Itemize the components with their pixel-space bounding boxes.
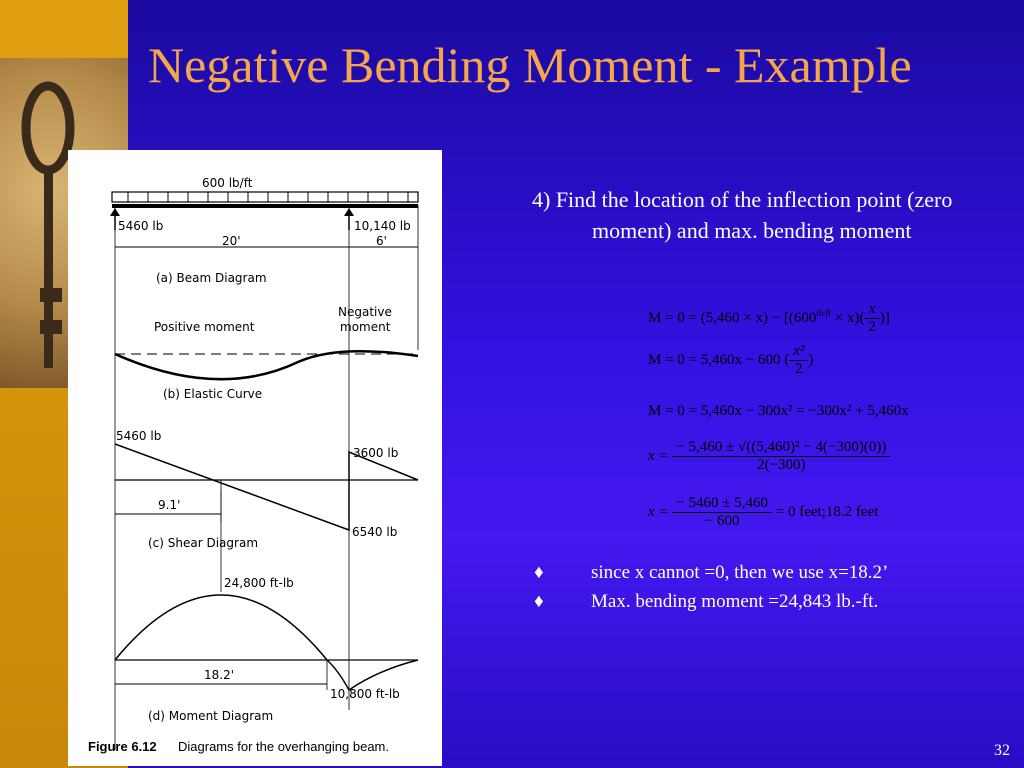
moment-max-label: 24,800 ft-lb	[224, 576, 294, 590]
zero-shear-distance: 9.1'	[158, 498, 181, 512]
reaction-right-label: 10,140 lb	[354, 219, 411, 233]
negative-moment-label-2: moment	[340, 320, 391, 334]
moment-min-label: 10,800 ft-lb	[330, 687, 400, 701]
load-ticks	[128, 192, 408, 202]
shear-right-label: 3600 lb	[353, 446, 399, 460]
eq1-frac-den: 2	[868, 319, 876, 335]
eq5-left: x =	[648, 503, 669, 520]
reaction-left-label: 5460 lb	[118, 219, 164, 233]
eq1-sup: lb/ft	[816, 307, 831, 318]
moment-negative-curve	[327, 660, 418, 690]
eq1-end: )]	[879, 309, 890, 326]
eq1-mid: × x)(	[830, 309, 865, 326]
equation-5	[648, 495, 878, 530]
equation-3: M = 0 = 5,460x − 300x² = −300x² + 5,460x	[648, 403, 909, 419]
bullet-text: Max. bending moment =24,843 lb.-ft.	[591, 591, 879, 612]
eq1-left: M = 0 = (5,460 × x) − [(600	[648, 309, 817, 326]
bullet-text: since x cannot =0, then we use x=18.2’	[591, 562, 889, 583]
eq5-frac-den: − 600	[704, 513, 740, 529]
list-item	[534, 591, 994, 620]
moment-positive-curve	[115, 595, 327, 660]
part-d-label: (d) Moment Diagram	[148, 709, 274, 723]
eq2-frac-num: x²	[789, 343, 808, 361]
equation-4	[648, 439, 890, 474]
shear-min-label: 6540 lb	[352, 525, 398, 539]
negative-moment-label-1: Negative	[338, 305, 392, 319]
equation-2: M = 0 = 5,460x − 600 ( $\frac{\text{x²}}{2}$ )	[648, 343, 814, 377]
positive-moment-label: Positive moment	[154, 320, 255, 334]
eq5-right: = 0 feet;18.2 feet	[775, 503, 879, 520]
part-a-label: (a) Beam Diagram	[156, 271, 267, 285]
beam-figure	[68, 150, 442, 766]
slide-title: Negative Bending Moment - Example	[148, 37, 912, 93]
eq2-frac-den: 2	[795, 361, 803, 377]
equations-panel	[648, 293, 968, 543]
shear-left-label: 5460 lb	[116, 429, 162, 443]
eq4-frac-num: − 5,460 ± √((5,460)² − 4(−300)(0))	[672, 439, 890, 457]
diamond-bullet-icon: ♦	[534, 591, 544, 612]
diamond-bullet-icon: ♦	[534, 562, 544, 583]
equation-1	[648, 301, 890, 336]
part-b-label: (b) Elastic Curve	[163, 387, 263, 401]
eq2-left: M = 0 = 5,460x − 600	[648, 351, 781, 368]
bullet-list	[534, 562, 994, 620]
beam	[112, 204, 418, 208]
figure-number: Figure 6.12	[88, 739, 157, 754]
page-number: 32	[994, 742, 1010, 759]
span-overhang-label: 6'	[376, 234, 387, 248]
load-label: 600 lb/ft	[202, 176, 253, 190]
eq4-left: x =	[648, 447, 669, 464]
list-item	[534, 562, 994, 591]
figure-caption: Diagrams for the overhanging beam.	[178, 739, 390, 754]
eq1-frac-num: x	[864, 301, 880, 319]
step-text: 4) Find the location of the inflection point (zero moment) and max. bending moment	[532, 187, 953, 243]
eq4-frac-den: 2(−300)	[757, 457, 806, 473]
distributed-load	[112, 192, 418, 202]
elastic-curve	[115, 351, 418, 379]
inflection-distance: 18.2'	[204, 668, 235, 682]
eq5-frac-num: − 5460 ± 5,460	[672, 495, 772, 513]
part-c-label: (c) Shear Diagram	[148, 536, 259, 550]
span-main-label: 20'	[222, 234, 241, 248]
